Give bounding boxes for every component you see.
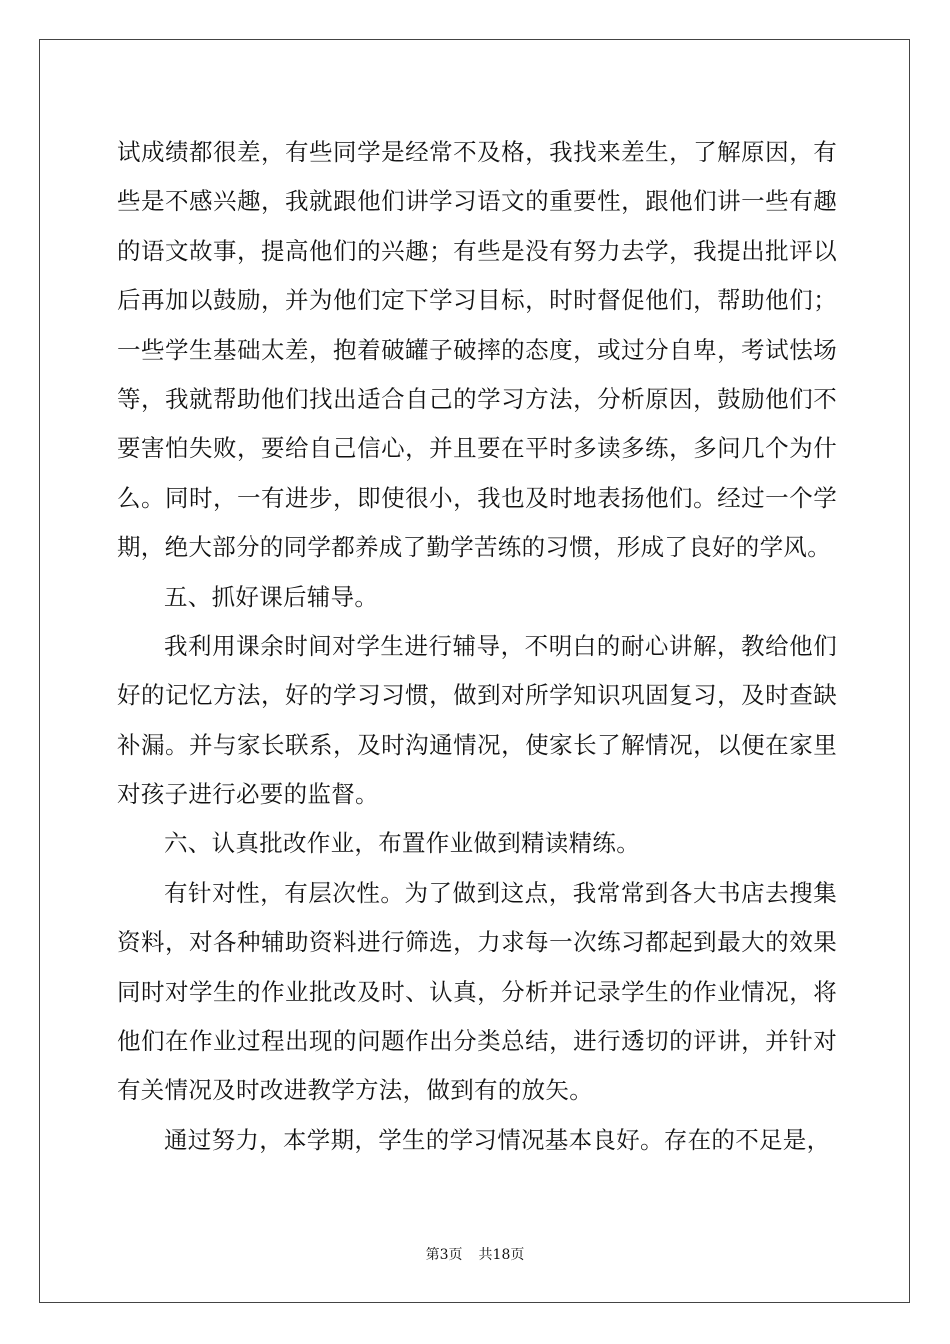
text-line: 对孩子进行必要的监督。 (117, 780, 379, 809)
text-line: 后再加以鼓励，并为他们定下学习目标，时时督促他们，帮助他们； (117, 286, 837, 315)
document-body (117, 128, 837, 1165)
text-line: 好的记忆方法，好的学习习惯，做到对所学知识巩固复习，及时查缺 (117, 681, 837, 710)
text-line: 我利用课余时间对学生进行辅导，不明白的耐心讲解，教给他们 (164, 631, 837, 660)
text-line: 有针对性，有层次性。为了做到这点，我常常到各大书店去搜集 (164, 878, 837, 907)
text-line: 些是不感兴趣，我就跟他们讲学习语文的重要性，跟他们讲一些有趣 (117, 187, 837, 216)
text-line: 资料，对各种辅助资料进行筛选，力求每一次练习都起到最大的效果 (117, 928, 837, 957)
text-line: 一些学生基础太差，抱着破罐子破摔的态度，或过分自卑，考试怯场 (117, 335, 837, 364)
section-heading: 六、认真批改作业，布置作业做到精读精练。 (164, 829, 640, 858)
text-line: 等，我就帮助他们找出适合自己的学习方法，分析原因，鼓励他们不 (117, 384, 837, 413)
section-heading: 五、抓好课后辅导。 (164, 582, 379, 611)
text-line: 么。同时，一有进步，即使很小，我也及时地表扬他们。经过一个学 (117, 483, 837, 512)
text-line: 试成绩都很差，有些同学是经常不及格，我找来差生，了解原因，有 (117, 138, 837, 166)
page-footer (0, 1246, 950, 1264)
text-line: 同时对学生的作业批改及时、认真，分析并记录学生的作业情况，将 (117, 977, 837, 1006)
page-total: 共18页 (478, 1247, 525, 1263)
page-number: 第3页 (425, 1247, 463, 1263)
text-line: 期，绝大部分的同学都养成了勤学苦练的习惯，形成了良好的学风。 (117, 533, 831, 562)
text-line: 要害怕失败，要给自己信心，并且要在平时多读多练，多问几个为什 (117, 434, 837, 463)
text-line: 他们在作业过程出现的问题作出分类总结，进行透切的评讲，并针对 (117, 1027, 837, 1056)
text-line: 有关情况及时改进教学方法，做到有的放矢。 (117, 1076, 593, 1105)
text-line: 通过努力，本学期，学生的学习情况基本良好。存在的不足是， (164, 1125, 831, 1154)
text-line: 补漏。并与家长联系，及时沟通情况，使家长了解情况，以便在家里 (117, 730, 837, 759)
text-line: 的语文故事，提高他们的兴趣；有些是没有努力去学，我提出批评以 (117, 236, 837, 265)
